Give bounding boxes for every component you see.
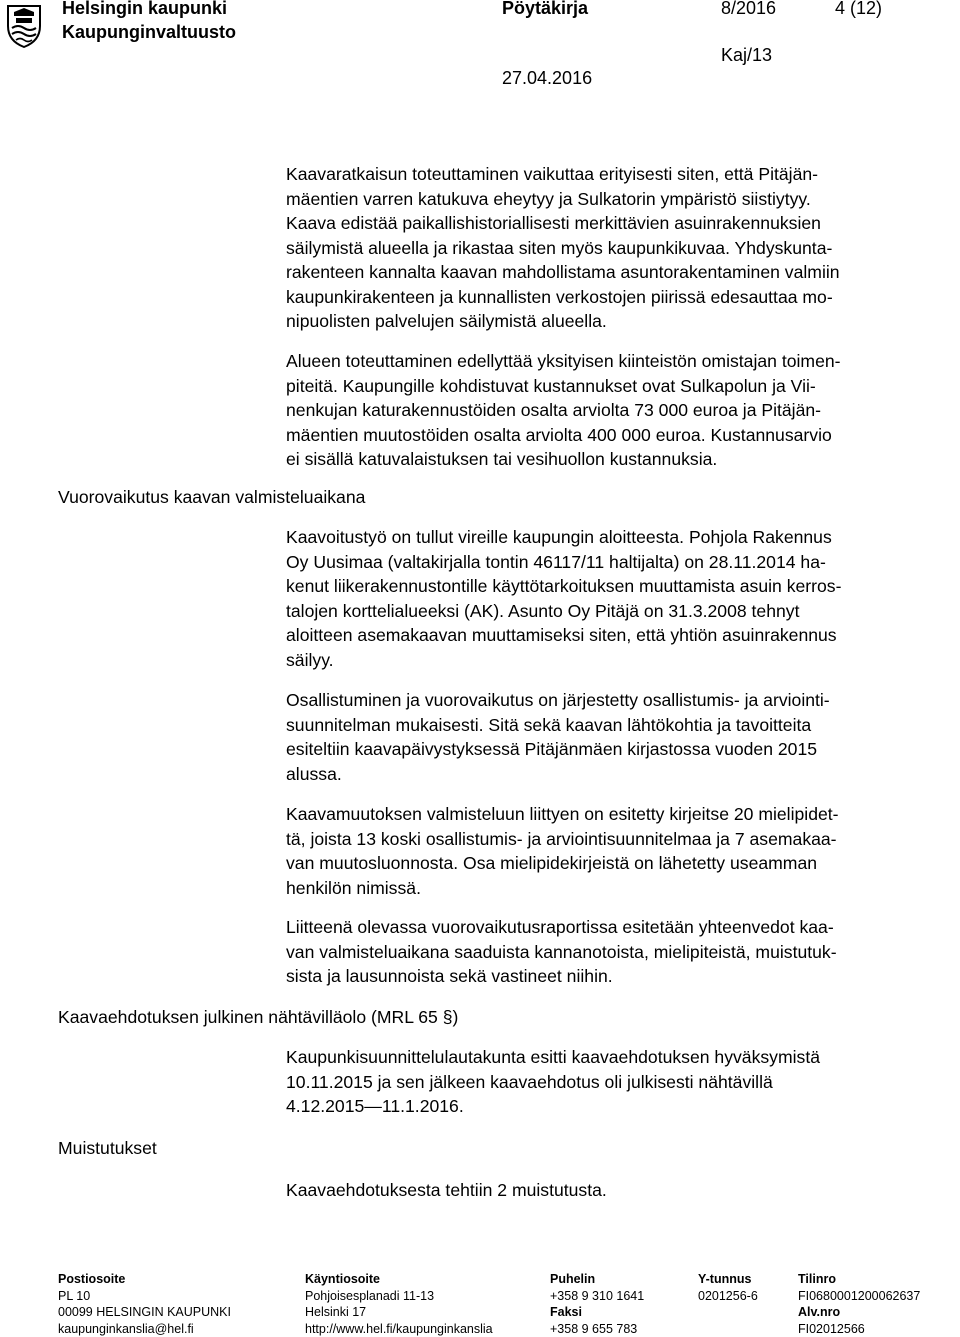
footer-heading: Y-tunnus <box>698 1272 752 1286</box>
page-number: 4 (12) <box>835 0 883 18</box>
text-line: säilymistä alueella ja rikastaa siten myös kaupunkikuvaa. Yhdyskunta- <box>286 237 833 258</box>
footer-line: FI0680001200062637 <box>798 1288 921 1303</box>
footer-email[interactable]: kaupunginkanslia@hel.fi <box>58 1321 194 1336</box>
text-line: säilyy. <box>286 649 334 670</box>
body-name: Kaupunginvaltuusto <box>62 22 236 42</box>
footer-heading: Alv.nro <box>798 1305 841 1319</box>
footer-heading: Tilinro <box>798 1272 836 1286</box>
text-line: talojen korttelialueeksi (AK). Asunto Oy Pitäjä on 31.3.2008 tehnyt <box>286 600 800 621</box>
text-line: alussa. <box>286 763 342 784</box>
footer-postiosoite <box>58 1271 231 1337</box>
footer-website-link[interactable]: http://www.hel.fi/kaupunginkanslia <box>305 1321 493 1336</box>
footer-line: 0201256-6 <box>698 1288 758 1303</box>
text-line: sista ja lausunnoista sekä vastineet niihin. <box>286 966 613 986</box>
paragraph-participation <box>286 688 946 786</box>
text-line: aloitteen asemakaavan muuttamiseksi siten, että yhtiön asuinrakennus <box>286 625 837 645</box>
text-line: Kaavaehdotuksesta tehtiin 2 muistutusta. <box>286 1180 607 1200</box>
footer-heading: Faksi <box>550 1305 582 1319</box>
document-type: Pöytäkirja <box>502 0 589 18</box>
text-line: nipuolisten palvelujen säilymistä alueella. <box>286 311 607 331</box>
text-line: Kaupunkisuunnittelulautakunta esitti kaavaehdotuksen hyväksymistä <box>286 1047 821 1067</box>
meeting-number: 8/2016 <box>721 0 777 18</box>
text-line: tä, joista 13 koski osallistumis- ja arviointisuunnitelmaa ja 7 asemakaa- <box>286 828 837 849</box>
footer-ytunnus <box>698 1271 758 1304</box>
footer-line: FI02012566 <box>798 1321 865 1336</box>
footer-puhelin <box>550 1271 644 1337</box>
footer-fax: +358 9 655 783 <box>550 1321 638 1336</box>
item-code: Kaj/13 <box>721 45 773 65</box>
footer-heading: Postiosoite <box>58 1272 126 1286</box>
paragraph-report <box>286 915 946 989</box>
text-line: van muutosluonnosta. Osa mielipidekirjeistä on lähetetty useamman <box>286 853 818 873</box>
heading-muistutukset: Muistutukset <box>58 1138 157 1158</box>
paragraph-initiative <box>286 525 946 672</box>
text-line: piteitä. Kaupungille kohdistuvat kustannukset ovat Sulkapolun ja Vii- <box>286 375 816 396</box>
org-name: Helsingin kaupunki <box>62 0 228 18</box>
text-line: kaupunkirakenteen ja kunnallisten verkostojen piirissä edesauttaa mo- <box>286 286 833 307</box>
text-line: esiteltiin kaavapäivystyksessä Pitäjänmäen kirjastossa vuoden 2015 <box>286 739 818 759</box>
text-line: rakenteen kannalta kaavan mahdollistama asuntorakentaminen valmiin <box>286 262 840 282</box>
text-line: Kaavamuutoksen valmisteluun liittyen on esitetty kirjeitse 20 mielipidet- <box>286 804 839 824</box>
text-line: suunnitelman mukaisesti. Sitä sekä kaavan lähtökohtia ja tavoitteita <box>286 714 812 735</box>
text-line: Oy Uusimaa (valtakirjalla tontin 46117/11 haltijalta) on 28.11.2014 ha- <box>286 551 826 572</box>
footer-tilinro <box>798 1271 920 1337</box>
text-line: mäentien varren katukuva eheytyy ja Sulkatorin ympäristö siistiytyy. <box>286 188 811 209</box>
heading-nahtavillaolo: Kaavaehdotuksen julkinen nähtävilläolo (MRL 65 §) <box>58 1007 459 1027</box>
footer-heading: Puhelin <box>550 1272 596 1286</box>
footer-line: Helsinki 17 <box>305 1305 367 1319</box>
footer-heading: Käyntiosoite <box>305 1272 381 1286</box>
helsinki-crest-icon <box>4 2 44 48</box>
text-line: van valmisteluaikana saaduista kannanotoista, mielipiteistä, muistutuk- <box>286 941 837 962</box>
text-line: ei sisällä katuvalaistuksen tai vesihuollon kustannuksia. <box>286 449 718 469</box>
footer-line: PL 10 <box>58 1288 91 1303</box>
text-line: Kaavaratkaisun toteuttaminen vaikuttaa erityisesti siten, että Pitäjän- <box>286 164 819 184</box>
meeting-date: 27.04.2016 <box>502 68 593 88</box>
footer-line: Pohjoisesplanadi 11-13 <box>305 1288 435 1303</box>
footer-phone: +358 9 310 1641 <box>550 1288 645 1303</box>
paragraph-impacts <box>286 162 946 334</box>
paragraph-reminders <box>286 1178 946 1203</box>
text-line: Osallistuminen ja vuorovaikutus on järjestetty osallistumis- ja arviointi- <box>286 690 830 710</box>
footer-kayntiosoite <box>305 1271 493 1337</box>
heading-vuorovaikutus: Vuorovaikutus kaavan valmisteluaikana <box>58 487 366 507</box>
text-line: 10.11.2015 ja sen jälkeen kaavaehdotus oli julkisesti nähtävillä <box>286 1071 773 1092</box>
text-line: henkilön nimissä. <box>286 877 421 898</box>
text-line: 4.12.2015—11.1.2016. <box>286 1096 464 1116</box>
paragraph-public-display <box>286 1045 946 1119</box>
paragraph-costs <box>286 349 946 472</box>
text-line: mäentien muutostöiden osalta arviolta 400 000 euroa. Kustannusarvio <box>286 424 832 445</box>
text-line: Kaava edistää paikallishistoriallisesti merkittävien asuinrakennuksien <box>286 213 821 233</box>
paragraph-opinions <box>286 802 946 900</box>
footer-line: 00099 HELSINGIN KAUPUNKI <box>58 1305 231 1319</box>
text-line: kenut liikerakennustontille käyttötarkoituksen muuttamista asuin kerros- <box>286 576 842 596</box>
text-line: Kaavoitustyö on tullut vireille kaupungin aloitteesta. Pohjola Rakennus <box>286 527 832 547</box>
text-line: nenkujan katurakennustöiden osalta arviolta 73 000 euroa ja Pitäjän- <box>286 400 822 420</box>
text-line: Alueen toteuttaminen edellyttää yksityisen kiinteistön omistajan toimen- <box>286 351 841 371</box>
text-line: Liitteenä olevassa vuorovaikutusraportissa esitetään yhteenvedot kaa- <box>286 917 834 937</box>
